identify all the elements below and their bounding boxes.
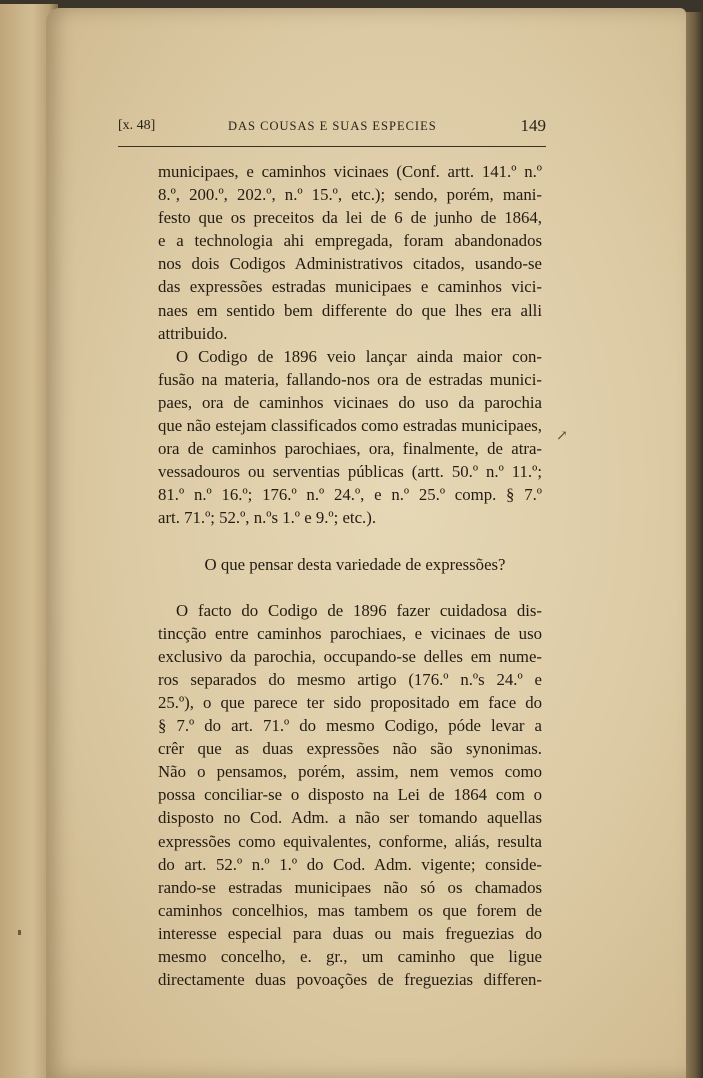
question-line: O que pensar desta variedade de expressões? bbox=[204, 554, 506, 574]
header-rule bbox=[118, 146, 546, 147]
margin-mark: ↗ bbox=[556, 429, 568, 444]
text-line: O Codigo de 1896 veio lançar ainda maior con- bbox=[176, 346, 542, 366]
text-line: e a technologia ahi empregada, foram abandonados bbox=[158, 231, 542, 251]
text-line: das expressões estradas municipaes e caminhos vici- bbox=[158, 277, 542, 297]
text-line: 81.º n.º 16.º; 176.º n.º 24.º, e n.º 25.º comp. § 7.º bbox=[158, 485, 542, 505]
text-line: ros separados do mesmo artigo (176.º n.ºs 24.º e bbox=[158, 669, 542, 689]
text-line: attribuido. bbox=[158, 323, 228, 343]
text-line: possa conciliar-se o disposto na Lei de 1864 com o bbox=[158, 785, 542, 805]
paragraph-gap bbox=[158, 530, 542, 553]
paragraph-gap bbox=[158, 576, 542, 599]
text-line: disposto no Cod. Adm. a não ser tomando aquellas bbox=[158, 808, 542, 828]
text-line: expressões como equivalentes, conforme, aliás, resulta bbox=[158, 831, 542, 851]
text-line: festo que os preceitos da lei de 6 de junho de 1864, bbox=[158, 208, 542, 228]
text-line: que não estejam classificados como estradas municipaes, bbox=[158, 416, 542, 436]
text-line: vessadouros ou serventias públicas (artt. 50.º n.º 11.º; bbox=[158, 462, 542, 482]
text-line: ora de caminhos parochiaes, ora, finalmente, de atra- bbox=[158, 439, 542, 459]
text-line: mesmo concelho, e. gr., um caminho que ligue bbox=[158, 947, 542, 966]
text-line: do art. 52.º n.º 1.º do Cod. Adm. vigente; conside- bbox=[158, 854, 542, 874]
text-line: tincção entre caminhos parochiaes, e vicinaes de uso bbox=[158, 623, 542, 643]
text-line: municipaes, e caminhos vicinaes (Conf. artt. 141.º n.º bbox=[158, 162, 542, 181]
text-line: art. 71.º; 52.º, n.ºs 1.º e 9.º; etc.). bbox=[158, 508, 377, 528]
text-line: paes, ora de caminhos vicinaes do uso da parochia bbox=[158, 392, 542, 412]
page-edge-mark bbox=[18, 930, 21, 935]
text-line: 8.º, 200.º, 202.º, n.º 15.º, etc.); sendo, porém, mani- bbox=[158, 185, 542, 205]
running-header bbox=[118, 118, 546, 138]
text-line: fusão na materia, fallando-nos ora de estradas munici- bbox=[158, 369, 542, 389]
text-line: rando-se estradas municipaes não só os chamados bbox=[158, 877, 542, 897]
running-title: DAS COUSAS E SUAS ESPECIES bbox=[228, 119, 437, 133]
section-reference: [x. 48] bbox=[118, 118, 156, 133]
text-line: § 7.º do art. 71.º do mesmo Codigo, póde levar a bbox=[158, 716, 542, 736]
body-text bbox=[158, 160, 542, 991]
text-line: crêr que as duas expressões não são synonimas. bbox=[158, 739, 542, 759]
text-line: naes em sentido bem differente do que lhes era alli bbox=[158, 300, 542, 320]
text-line: interesse especial para duas ou mais freguezias do bbox=[158, 923, 542, 943]
text-line: 25.º), o que parece ter sido propositado em face do bbox=[158, 692, 542, 712]
text-line: directamente duas povoações de freguezias differen- bbox=[158, 970, 542, 990]
text-line: nos dois Codigos Administrativos citados, usando-se bbox=[158, 254, 542, 274]
text-line: O facto do Codigo de 1896 fazer cuidadosa dis- bbox=[176, 600, 542, 620]
text-line: Não o pensamos, porém, assim, nem vemos como bbox=[158, 762, 542, 782]
page-number: 149 bbox=[520, 116, 546, 135]
text-line: caminhos concelhios, mas tambem os que forem de bbox=[158, 900, 542, 920]
text-line: exclusivo da parochia, occupando-se delles em nume- bbox=[158, 646, 542, 666]
